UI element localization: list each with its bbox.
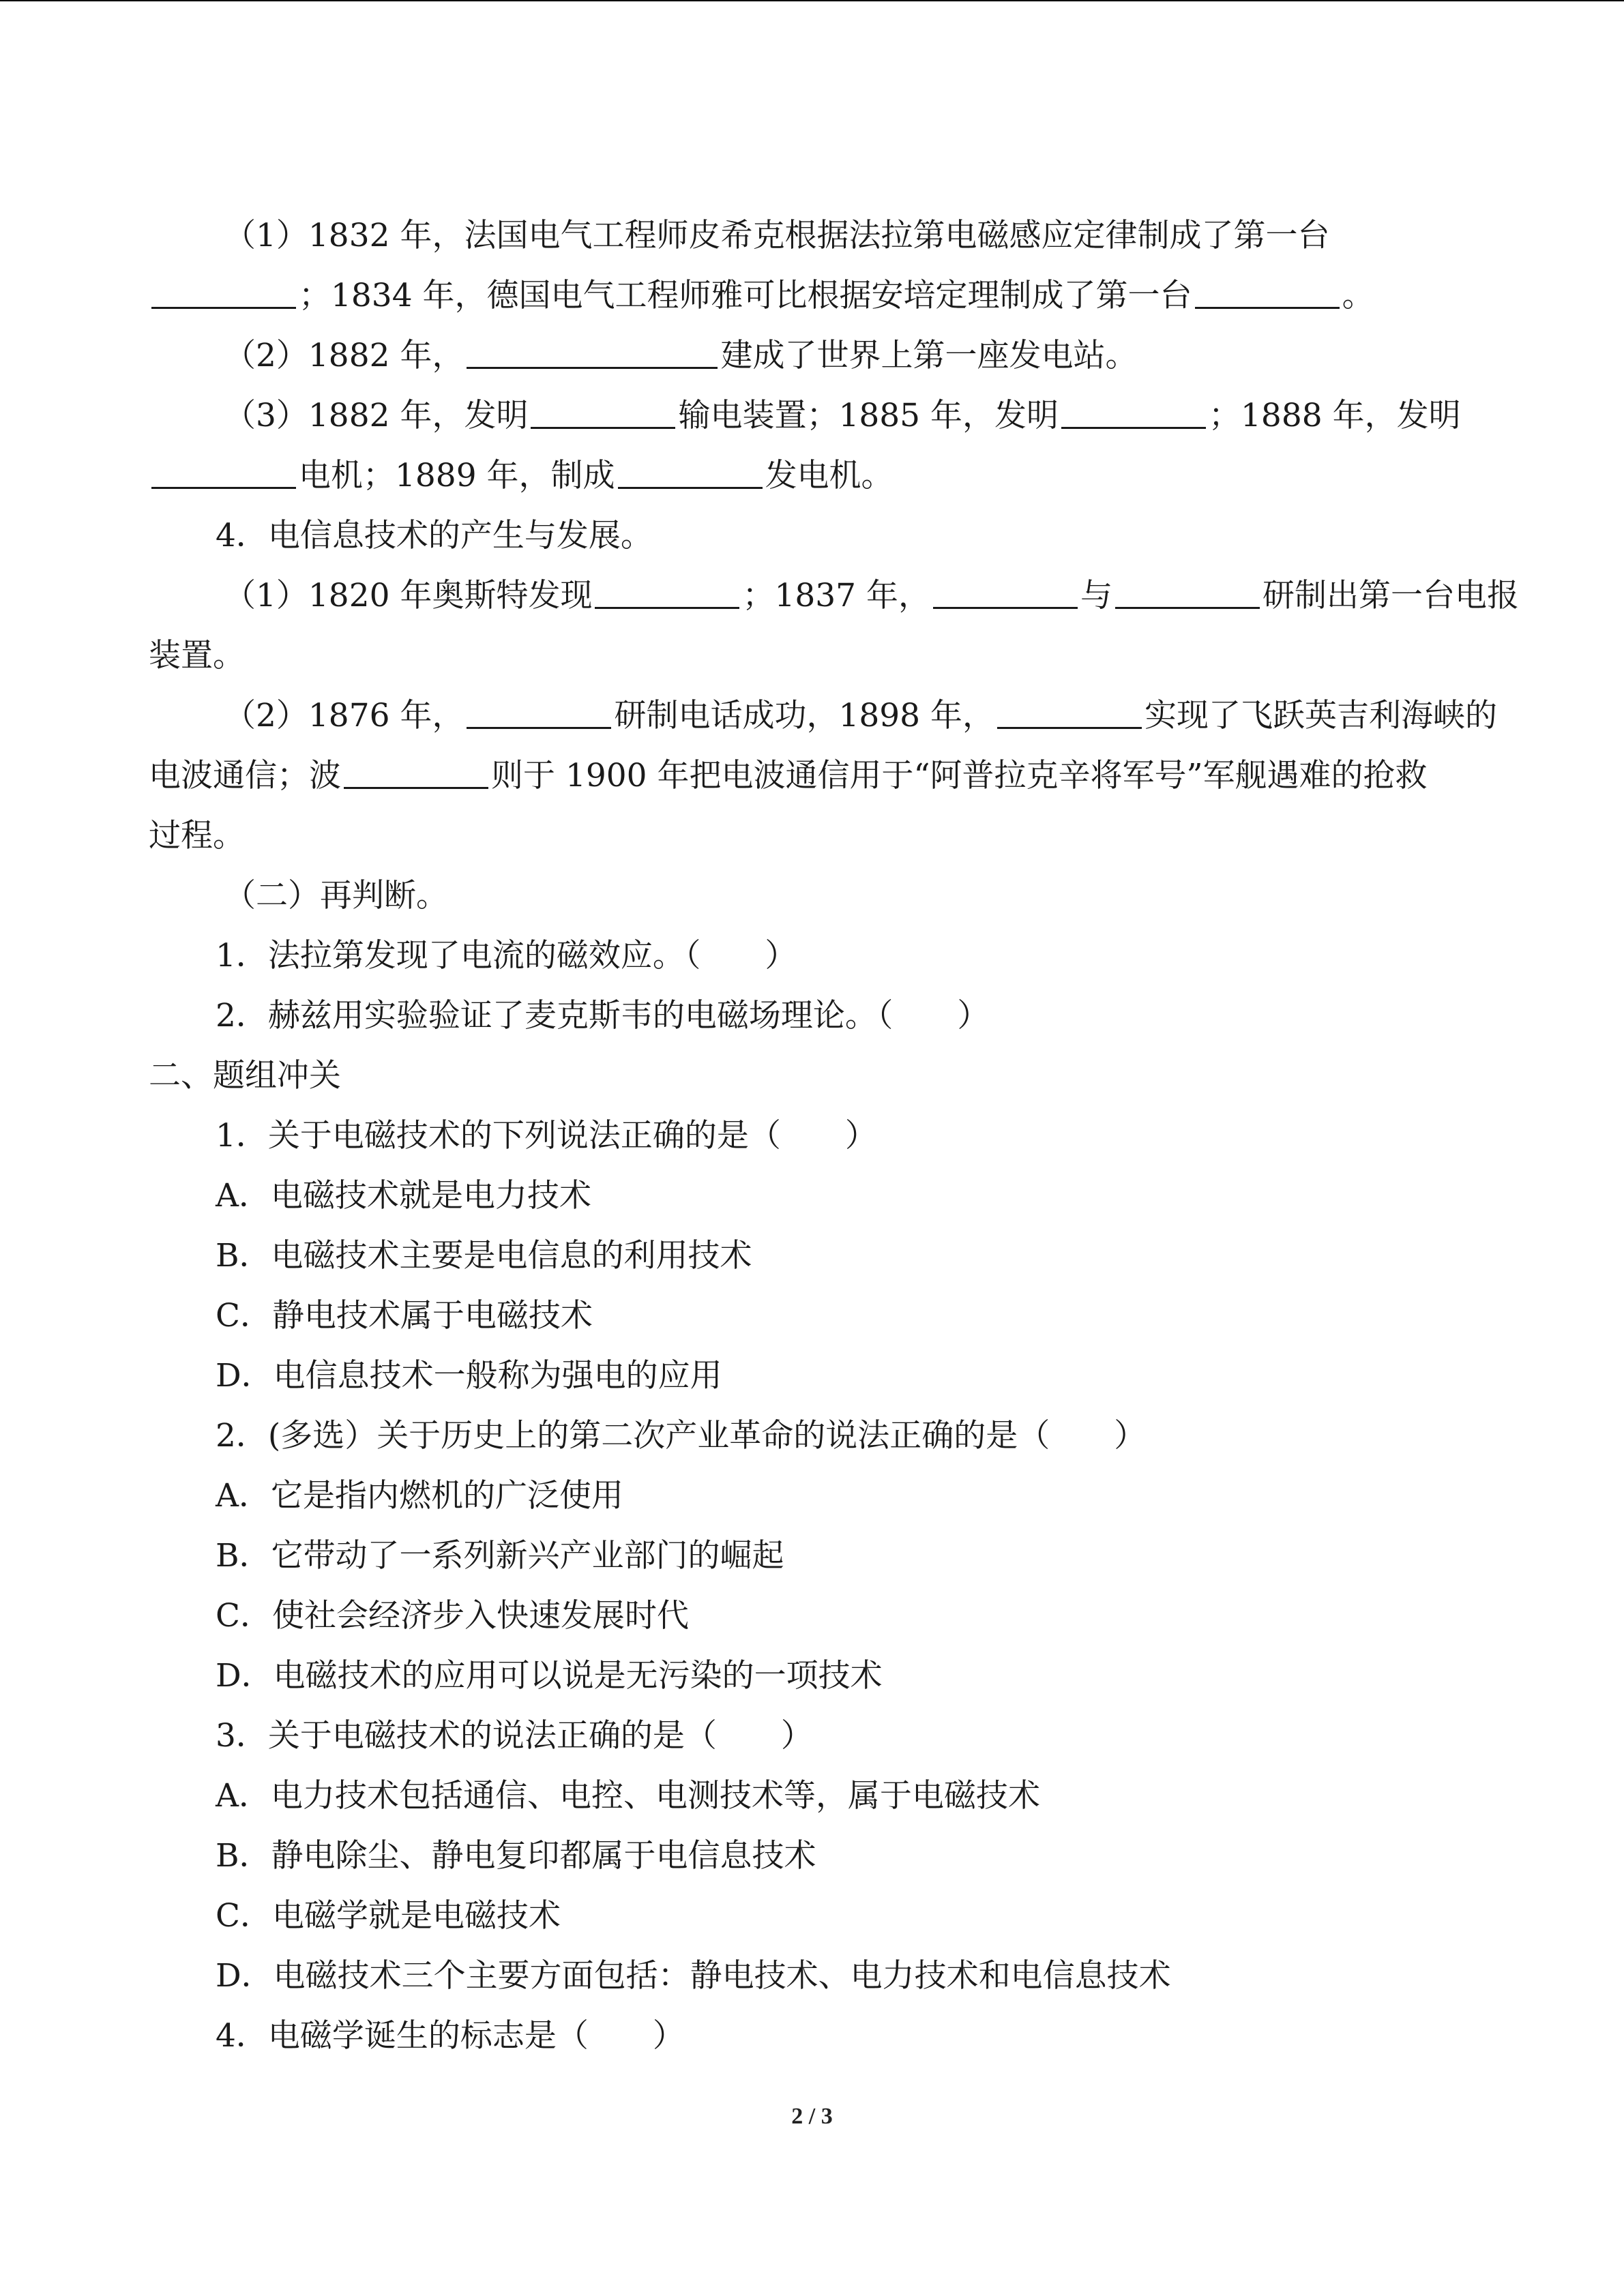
q4-title: 4．电信息技术的产生与发展。 [216, 517, 653, 554]
judge-title: （二）再判断。 [224, 877, 448, 914]
q3-2-line: （2）1882 年， 建成了世界上第一座发电站。 [224, 337, 1138, 374]
q4-1-line1: （1）1820 年奥斯特发现 ；1837 年， 与 研制出第一台电报 [224, 577, 1520, 614]
q4-2-line1: （2）1876 年， 研制电话成功，1898 年， 实现了飞跃英吉利海峡的 [224, 697, 1498, 734]
q3-1-line1: （1）1832 年，法国电气工程师皮希克根据法拉第电磁感应定律制成了第一台 [224, 217, 1330, 254]
option-b[interactable]: B．静电除尘、静电复印都属于电信息技术 [216, 1837, 816, 1875]
option-c[interactable]: C．静电技术属于电磁技术 [216, 1297, 593, 1335]
page-number: 2 / 3 [791, 2104, 833, 2129]
page-content [149, 206, 1520, 2066]
fill-blank[interactable] [595, 578, 739, 609]
judge-item: 2．赫兹用实验验证了麦克斯韦的电磁场理论。（ ） [216, 997, 990, 1034]
q4-2-line3: 过程。 [149, 817, 245, 854]
option-b[interactable]: B．它带动了一系列新兴产业部门的崛起 [216, 1537, 784, 1575]
q4-1-line2: 装置。 [149, 637, 245, 674]
option-b[interactable]: B．电磁技术主要是电信息的利用技术 [216, 1237, 752, 1274]
fill-blank[interactable] [344, 758, 488, 789]
fill-blank[interactable] [151, 458, 296, 489]
fill-blank[interactable] [1195, 278, 1340, 309]
option-a[interactable]: A．电力技术包括通信、电控、电测技术等，属于电磁技术 [216, 1777, 1040, 1815]
fill-blank[interactable] [467, 698, 611, 729]
fill-blank[interactable] [1115, 578, 1260, 609]
q3-3-line2: 电机；1889 年，制成 发电机。 [149, 446, 1486, 506]
fill-blank[interactable] [151, 278, 296, 309]
fill-blank[interactable] [531, 398, 675, 429]
fill-blank[interactable] [1061, 398, 1206, 429]
section2-title: 二、题组冲关 [149, 1057, 341, 1094]
fill-blank[interactable] [933, 578, 1078, 609]
fill-blank[interactable] [467, 338, 718, 369]
q3-1-line2: ；1834 年，德国电气工程师雅可比根据安培定理制成了第一台 。 [149, 266, 1486, 326]
option-a[interactable]: A．它是指内燃机的广泛使用 [216, 1477, 623, 1515]
option-d[interactable]: D．电信息技术一般称为强电的应用 [216, 1357, 722, 1395]
option-a[interactable]: A．电磁技术就是电力技术 [216, 1177, 591, 1214]
question-stem: 3．关于电磁技术的说法正确的是（ ） [216, 1717, 813, 1755]
option-c[interactable]: C．电磁学就是电磁技术 [216, 1897, 561, 1935]
q4-2-line2: 电波通信；波 则于 1900 年把电波通信用于“阿普拉克辛将军号”军舰遇难的抢救 [149, 757, 1428, 794]
q3-3-line1: （3）1882 年，发明 输电装置；1885 年，发明 ；1888 年，发明 [224, 397, 1461, 434]
fill-blank[interactable] [997, 698, 1142, 729]
option-d[interactable]: D．电磁技术的应用可以说是无污染的一项技术 [216, 1657, 883, 1695]
option-d[interactable]: D．电磁技术三个主要方面包括：静电技术、电力技术和电信息技术 [216, 1957, 1171, 1995]
judge-item: 1．法拉第发现了电流的磁效应。（ ） [216, 937, 797, 974]
question-stem: 4．电磁学诞生的标志是（ ） [216, 2017, 685, 2055]
option-c[interactable]: C．使社会经济步入快速发展时代 [216, 1597, 689, 1635]
question-stem: 1．关于电磁技术的下列说法正确的是（ ） [216, 1117, 877, 1154]
question-stem: 2．(多选）关于历史上的第二次产业革命的说法正确的是（ ） [216, 1417, 1147, 1455]
fill-blank[interactable] [618, 458, 763, 489]
